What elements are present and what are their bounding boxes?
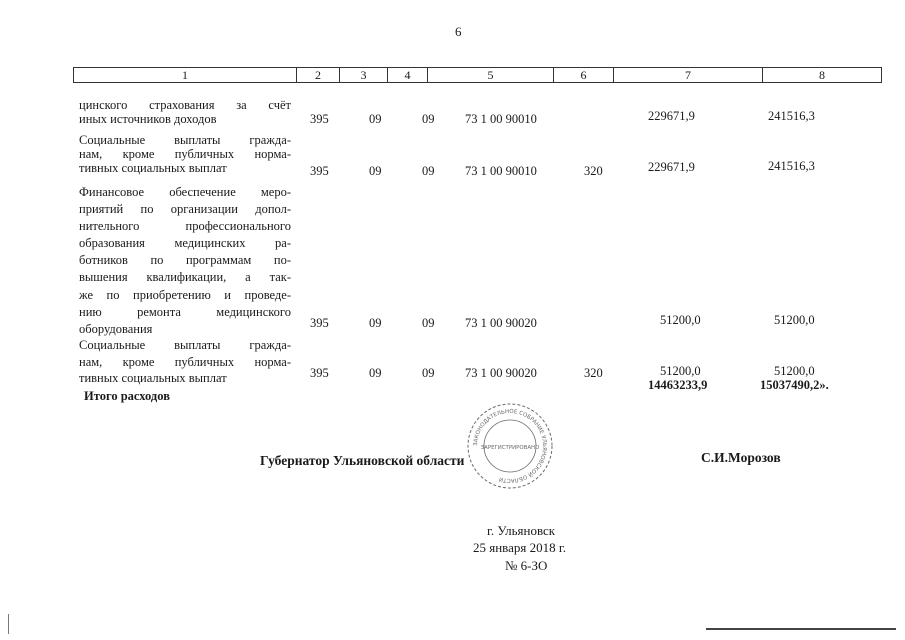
cell-col5: 73 1 00 90020 [465, 316, 537, 330]
table-header [73, 67, 882, 83]
description-line: иных источников доходов [79, 112, 217, 126]
signature-title: Губернатор Ульяновской области [260, 453, 465, 468]
stamp-center-text: ЗАРЕГИСТРИРОВАНО [480, 445, 540, 451]
signature-name: С.И.Морозов [701, 450, 781, 465]
total-col7: 14463233,9 [648, 378, 708, 392]
cell-col3: 09 [369, 112, 382, 126]
column-header: 1 [74, 68, 297, 83]
cell-col2: 395 [310, 316, 329, 330]
cell-col2: 395 [310, 112, 329, 126]
column-header: 5 [428, 68, 554, 83]
scan-artifact-line [706, 628, 896, 630]
row-description [79, 98, 291, 126]
description-line: нам, кроме публичных норма- [79, 354, 291, 369]
cell-col4: 09 [422, 316, 435, 330]
cell-col7: 51200,0 [660, 313, 701, 327]
description-line: Финансовое обеспечение меро- [79, 185, 291, 199]
cell-col2: 395 [310, 164, 329, 178]
description-line: тивных социальных выплат [79, 161, 227, 175]
cell-col8: 241516,3 [768, 159, 815, 173]
cell-col3: 09 [369, 366, 382, 380]
cell-col4: 09 [422, 164, 435, 178]
footer-date: 25 января 2018 г. [473, 540, 567, 555]
scan-artifact-line [8, 614, 9, 634]
column-header: 4 [388, 68, 428, 83]
total-label: Итого расходов [84, 389, 170, 403]
row-description [79, 133, 291, 175]
cell-col7: 51200,0 [660, 364, 701, 378]
description-line: Социальные выплаты гражда- [79, 133, 291, 147]
column-header: 8 [763, 68, 882, 83]
row-description [79, 337, 291, 387]
cell-col4: 09 [422, 112, 435, 126]
total-col8: 15037490,2». [760, 378, 829, 392]
cell-col3: 09 [369, 164, 382, 178]
cell-col5: 73 1 00 90010 [465, 164, 537, 178]
cell-col2: 395 [310, 366, 329, 380]
stamp-ring-text: ЗАКОНОДАТЕЛЬНОЕ СОБРАНИЕ УЛЬЯНОВСКОЙ ОБЛАСТИ [472, 408, 548, 484]
description-line: образования медицинских ра- [79, 236, 291, 251]
cell-col3: 09 [369, 316, 382, 330]
description-line: нительного профессионального [79, 219, 291, 234]
description-line: нию ремонта медицинского [79, 304, 291, 319]
row-description [79, 184, 291, 338]
description-line: ботников по программам по- [79, 253, 291, 268]
registration-stamp [466, 402, 554, 490]
cell-col8: 51200,0 [774, 364, 815, 378]
cell-col8: 51200,0 [774, 313, 815, 327]
cell-col5: 73 1 00 90010 [465, 112, 537, 126]
cell-col6: 320 [584, 164, 603, 178]
footer-number: № 6-ЗО [505, 558, 548, 573]
column-header: 2 [297, 68, 340, 83]
description-line: приятий по организации допол- [79, 202, 291, 217]
footer-city: г. Ульяновск [487, 523, 556, 538]
table-header-row [74, 68, 882, 83]
cell-col5: 73 1 00 90020 [465, 366, 537, 380]
column-header: 6 [554, 68, 614, 83]
column-header: 3 [340, 68, 388, 83]
cell-col6: 320 [584, 366, 603, 380]
description-line: цинского страхования за счёт [79, 98, 291, 112]
cell-col8: 241516,3 [768, 109, 815, 123]
column-header: 7 [614, 68, 763, 83]
page-number: 6 [455, 24, 462, 39]
description-line: Социальные выплаты гражда- [79, 338, 291, 352]
cell-col4: 09 [422, 366, 435, 380]
description-line: нам, кроме публичных норма- [79, 147, 291, 161]
description-line: тивных социальных выплат [79, 371, 227, 385]
cell-col7: 229671,9 [648, 160, 695, 174]
description-line: вышения квалификации, а так- [79, 270, 291, 285]
description-line: же по приобретению и проведе- [79, 287, 291, 302]
cell-col7: 229671,9 [648, 109, 695, 123]
description-line: оборудования [79, 321, 153, 336]
